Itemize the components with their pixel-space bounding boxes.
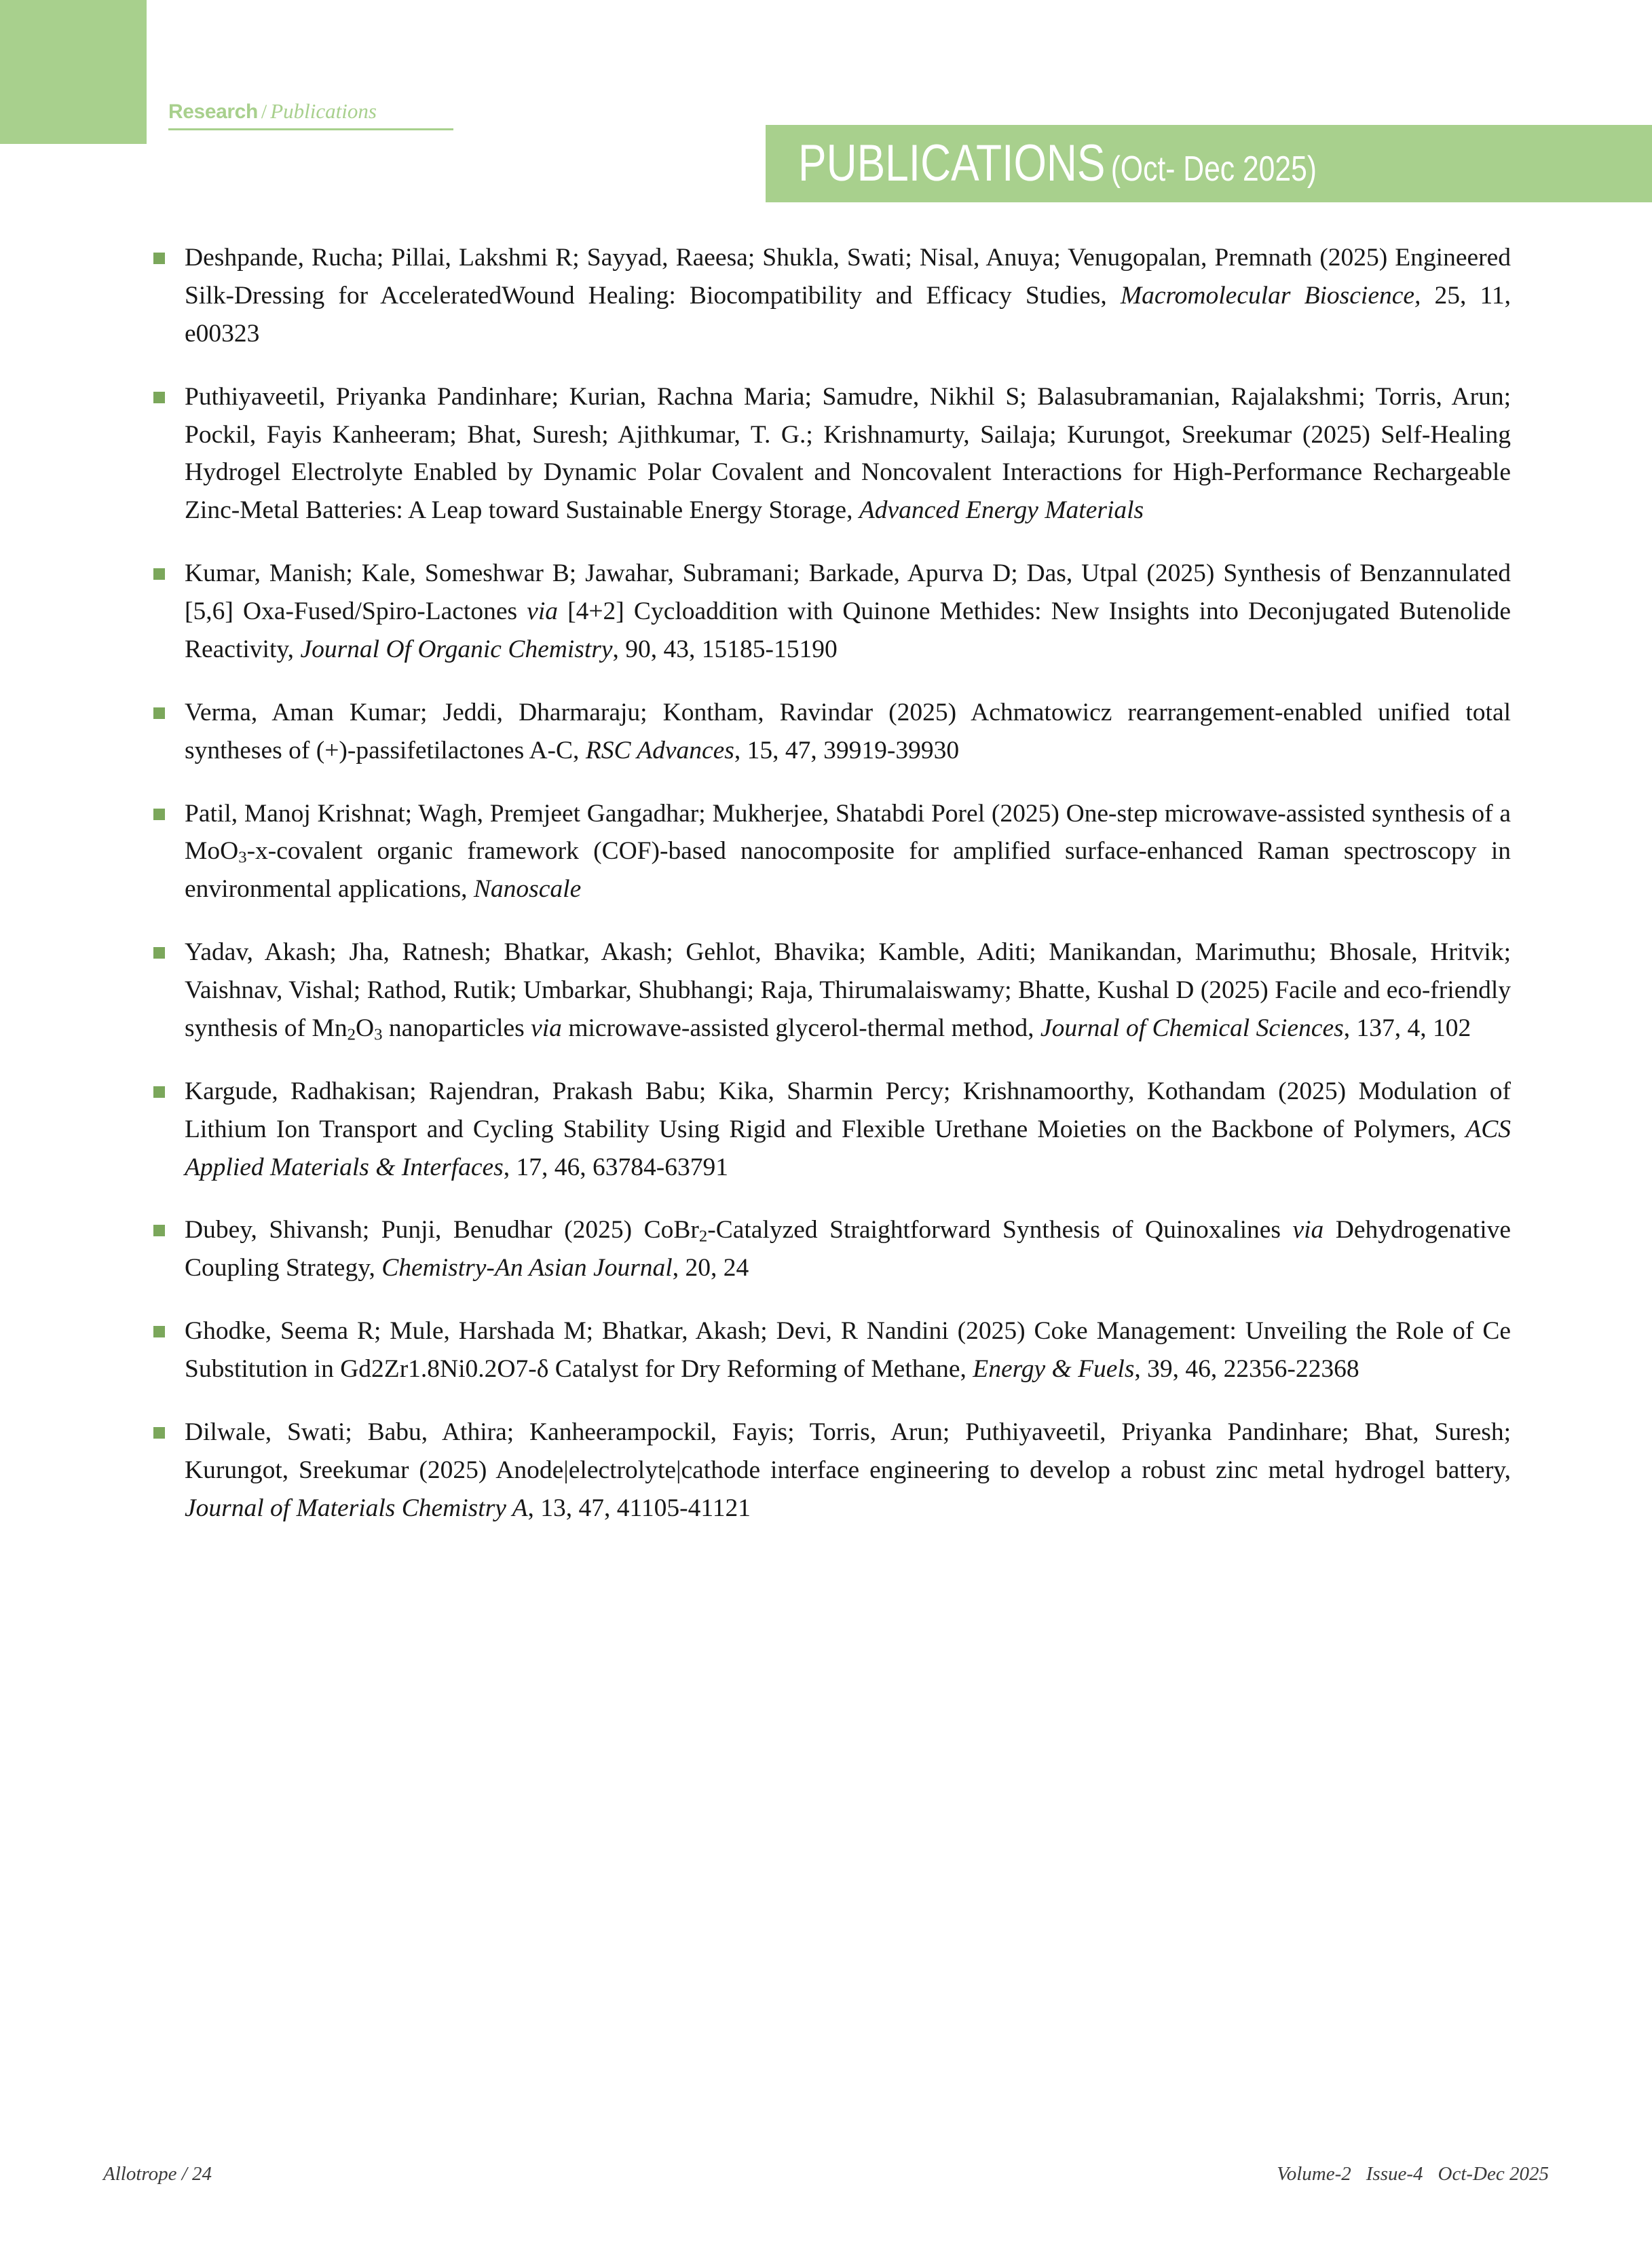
- bullet-icon: [153, 253, 165, 264]
- bullet-icon: [153, 392, 165, 403]
- bullet-icon: [153, 707, 165, 719]
- running-head-secondary: Publications: [270, 99, 377, 123]
- journal: ACS Applied Materials & Interfaces: [185, 1115, 1512, 1181]
- publication-entry: [185, 378, 1511, 530]
- title: Anode|electrolyte|cathode interface engineering to develop a robust zinc metal hydrogel battery,: [495, 1456, 1512, 1484]
- details: , 15, 47, 39919-39930: [734, 736, 960, 764]
- title-post: Dehydrogenative Coupling Strategy,: [185, 1216, 1512, 1282]
- list-item: [153, 1414, 1511, 1528]
- page-title-period: (Oct- Dec 2025): [1110, 149, 1317, 189]
- authors: Verma, Aman Kumar; Jeddi, Dharmaraju; Kontham, Ravindar: [185, 698, 874, 726]
- authors: Kargude, Radhakisan; Rajendran, Prakash Babu; Kika, Sharmin Percy; Krishnamoorthy, Kothandam: [185, 1077, 1266, 1105]
- footer-issue-info: [1277, 2163, 1549, 2185]
- bullet-icon: [153, 1086, 165, 1098]
- year: (2025): [888, 698, 957, 726]
- authors: Dilwale, Swati; Babu, Athira; Kanheerampockil, Fayis; Torris, Arun; Puthiyaveetil, Priyanka Pandinhare; Bhat, Suresh; Kurungot, Sreekumar: [185, 1418, 1511, 1484]
- authors: Kumar, Manish; Kale, Someshwar B; Jawahar, Subramani; Barkade, Apurva D; Das, Utpal: [185, 559, 1138, 588]
- details: , 20, 24: [672, 1254, 749, 1282]
- journal: Energy & Fuels: [973, 1355, 1135, 1383]
- footer-publication-label: Allotrope / 24: [103, 2163, 212, 2185]
- title: Modulation of Lithium Ion Transport and Cycling Stability Using Rigid and Flexible Urethane Moieties on the Backbone of Polymers,: [185, 1077, 1512, 1143]
- running-head: [168, 100, 453, 130]
- list-item: [153, 1211, 1511, 1287]
- year: (2025): [1302, 420, 1370, 449]
- title: Engineered Silk-Dressing for AcceleratedWound Healing: Biocompatibility and Efficacy Studies,: [185, 244, 1512, 310]
- bullet-icon: [153, 947, 165, 959]
- via: via: [1292, 1216, 1324, 1244]
- title-mid: nanoparticles: [382, 1014, 531, 1042]
- list-item: [153, 239, 1511, 353]
- bullet-icon: [153, 1326, 165, 1337]
- details: , 39, 46, 22356-22368: [1134, 1355, 1359, 1383]
- title-mid: -Catalyzed Straightforward Synthesis of Quinoxalines: [707, 1216, 1293, 1244]
- via: via: [531, 1014, 562, 1042]
- authors: Yadav, Akash; Jha, Ratnesh; Bhatkar, Akash; Gehlot, Bhavika; Kamble, Aditi; Manikandan, Marimuthu; Bhosale, Hritvik; Vaishnav, Vishal; Rathod, Rutik; Umbarkar, Shubhangi; Raja, Thirumalaiswamy; Bhatte, Kushal D: [185, 938, 1511, 1004]
- title-post: microwave-assisted glycerol-thermal method,: [561, 1014, 1034, 1042]
- details: , 137, 4, 102: [1343, 1014, 1471, 1042]
- title-pre: Facile and eco-friendly synthesis of Mn: [185, 976, 1512, 1042]
- details: , 17, 46, 63784-63791: [503, 1153, 728, 1181]
- list-item: [153, 378, 1511, 530]
- journal: Nanoscale: [473, 875, 582, 904]
- publication-entry: [185, 555, 1511, 669]
- year: (2025): [1200, 976, 1269, 1004]
- year: (2025): [1319, 244, 1388, 272]
- authors: Puthiyaveetil, Priyanka Pandinhare; Kurian, Rachna Maria; Samudre, Nikhil S; Balasubramanian, Rajalakshmi; Torris, Arun; Pockil, Fayis Kanheeram; Bhat, Suresh; Ajithkumar, T. G.; Krishnamurty, Sailaja; Kurungot, Sreekumar: [185, 382, 1511, 449]
- title-pre: CoBr: [643, 1216, 699, 1244]
- year: (2025): [991, 799, 1059, 828]
- authors: Ghodke, Seema R; Mule, Harshada M; Bhatkar, Akash; Devi, R Nandini: [185, 1317, 949, 1346]
- journal: RSC Advances: [585, 736, 734, 764]
- page-title: PUBLICATIONS: [798, 134, 1106, 192]
- authors: Deshpande, Rucha; Pillai, Lakshmi R; Sayyad, Raeesa; Shukla, Swati; Nisal, Anuya; Venugopalan, Premnath: [185, 244, 1313, 272]
- title-pre: Synthesis of Benzannulated [5,6] Oxa-Fused/Spiro-Lactones: [185, 559, 1512, 625]
- footer-period: Oct-Dec 2025: [1438, 2163, 1549, 2185]
- year: (2025): [564, 1216, 633, 1244]
- formula-subscript: 2: [347, 1025, 356, 1044]
- bullet-icon: [153, 1225, 165, 1236]
- footer-volume: Volume-2: [1277, 2163, 1351, 2185]
- title: Coke Management: Unveiling the Role of Ce Substitution in Gd2Zr1.8Ni0.2O7-δ Catalyst for Dry Reforming of Methane,: [185, 1317, 1512, 1383]
- journal: Macromolecular Bioscience,: [1120, 281, 1421, 310]
- formula-subscript-2: 3: [374, 1025, 383, 1044]
- running-head-primary: Research: [168, 100, 258, 123]
- title-post: [4+2] Cycloaddition with Quinone Methides: New Insights into Deconjugated Butenolide Reactivity,: [185, 597, 1511, 663]
- list-item: [153, 795, 1511, 909]
- formula-subscript: 2: [698, 1227, 708, 1246]
- list-item: [153, 555, 1511, 669]
- publication-list: [153, 239, 1511, 1528]
- title-post: -x-covalent organic framework (COF)-based nanocomposite for amplified surface-enhanced Raman spectroscopy in environmental applications,: [185, 837, 1511, 904]
- journal: Journal of Chemical Sciences: [1040, 1014, 1344, 1042]
- year: (2025): [957, 1317, 1026, 1346]
- list-item: [153, 694, 1511, 770]
- formula-subscript: 3: [238, 848, 247, 867]
- bullet-icon: [153, 1427, 165, 1439]
- journal: Journal of Materials Chemistry A: [185, 1494, 528, 1522]
- year: (2025): [1278, 1077, 1347, 1105]
- publication-entry: [185, 1312, 1511, 1388]
- details: , 90, 43, 15185-15190: [612, 635, 838, 663]
- list-item: [153, 1073, 1511, 1187]
- publication-entry: [185, 694, 1511, 770]
- journal: Journal Of Organic Chemistry: [300, 635, 613, 663]
- page-footer: [103, 2163, 1549, 2185]
- bullet-icon: [153, 809, 165, 820]
- banner-inner: [798, 134, 1317, 192]
- details: 25, 11, e00323: [185, 281, 1511, 348]
- page-title-banner: [766, 125, 1652, 202]
- publication-entry: [185, 1414, 1511, 1528]
- list-item: [153, 1312, 1511, 1388]
- title: Achmatowicz rearrangement-enabled unified total syntheses of (+)-passifetilactones A-C,: [185, 698, 1512, 764]
- via: via: [527, 597, 559, 625]
- formula-mid: O: [355, 1014, 375, 1042]
- publication-entry: [185, 239, 1511, 353]
- journal: Chemistry-An Asian Journal: [381, 1254, 673, 1282]
- title-pre: One-step microwave-assisted synthesis of a MoO: [185, 799, 1511, 866]
- authors: Patil, Manoj Krishnat; Wagh, Premjeet Gangadhar; Mukherjee, Shatabdi Porel: [185, 799, 985, 828]
- footer-issue: Issue-4: [1366, 2163, 1423, 2185]
- publication-entry: [185, 934, 1511, 1048]
- details: , 13, 47, 41105-41121: [527, 1494, 751, 1522]
- year: (2025): [1146, 559, 1215, 588]
- title: Self-Healing Hydrogel Electrolyte Enabled by Dynamic Polar Covalent and Noncovalent Interactions for High-Performance Rechargeable Zinc-Metal Batteries: A Leap toward Sustainable Energy Storage,: [185, 420, 1512, 525]
- list-item: [153, 934, 1511, 1048]
- year: (2025): [419, 1456, 487, 1484]
- publication-entry: [185, 795, 1511, 909]
- journal: Advanced Energy Materials: [859, 496, 1144, 525]
- running-head-separator: /: [261, 100, 267, 123]
- publication-entry: [185, 1211, 1511, 1287]
- top-left-accent-block: [0, 0, 147, 144]
- bullet-icon: [153, 568, 165, 580]
- authors: Dubey, Shivansh; Punji, Benudhar: [185, 1216, 552, 1244]
- publication-entry: [185, 1073, 1511, 1187]
